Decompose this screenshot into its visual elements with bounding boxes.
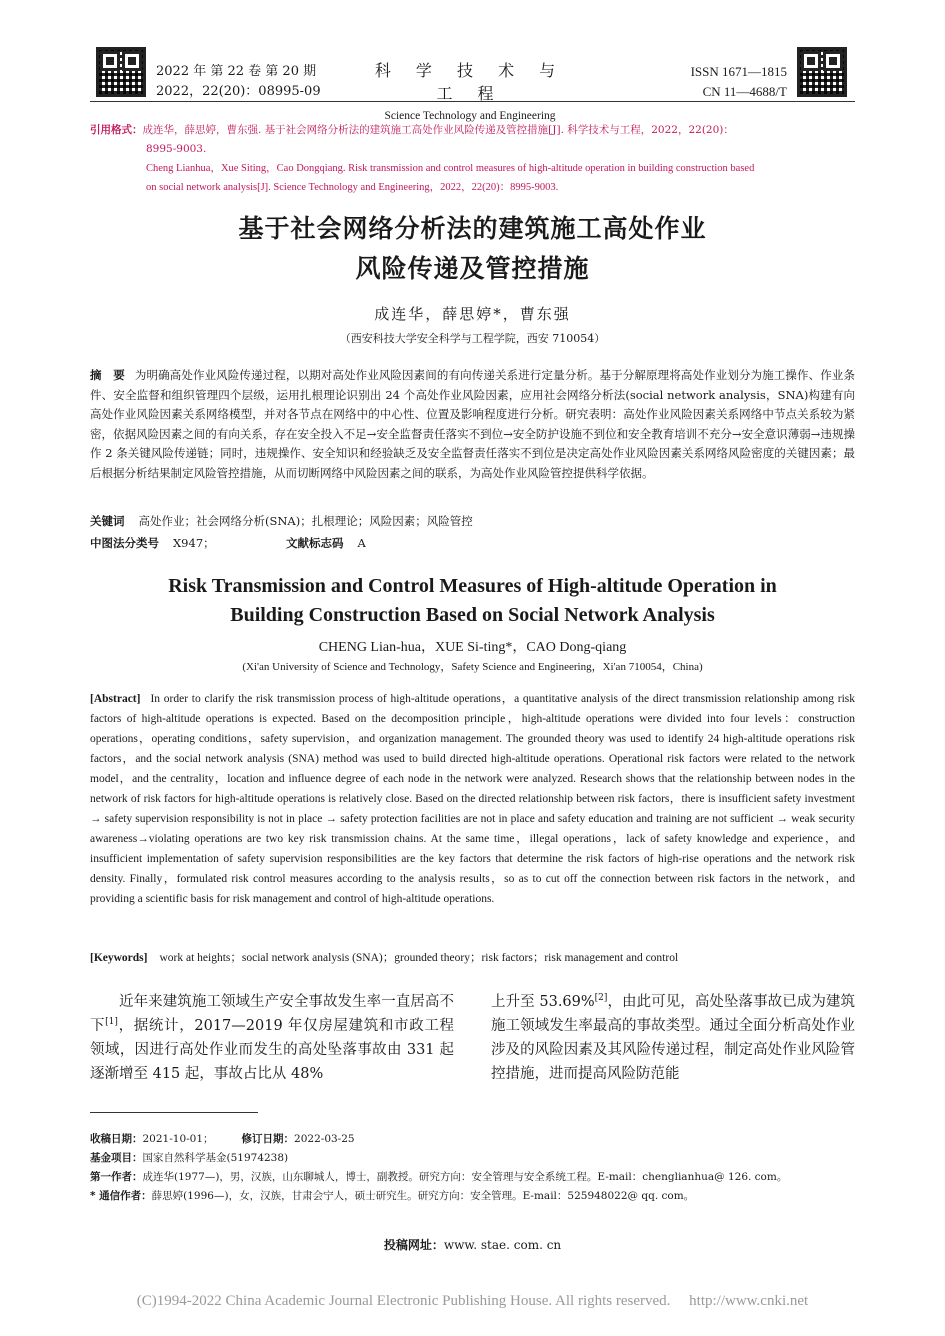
keywords-text: 高处作业；社会网络分析(SNA)；扎根理论；风险因素；风险管控 bbox=[138, 514, 473, 528]
abstract-label: [Abstract] bbox=[90, 693, 141, 705]
title-line: 基于社会网络分析法的建筑施工高处作业 bbox=[238, 214, 707, 243]
abstract-en bbox=[90, 689, 855, 909]
body-text: ，据统计，2017—2019 年仅房屋建筑和市政工程领域，因进行高处作业而发生的高处坠落事故由 331 起逐渐增至 415 起，事故占比从 48% bbox=[90, 1018, 455, 1082]
classification-value: X947； bbox=[173, 536, 215, 550]
paper-title-en bbox=[90, 572, 855, 630]
keywords-en bbox=[90, 948, 855, 968]
keywords-label: 关键词 bbox=[90, 514, 125, 528]
corresponding-author-label: * 通信作者： bbox=[90, 1190, 152, 1202]
footnote-divider bbox=[90, 1112, 258, 1113]
affiliation-cn: （西安科技大学安全科学与工程学院，西安 710054） bbox=[339, 332, 606, 345]
abstract-text: 为明确高处作业风险传递过程，以期对高处作业风险因素间的有向传递关系进行定量分析。基于分解原理将高处作业划分为施工操作、作业条件、安全监督和组织管理四个层级，运用扎根理论识别出 24 个高处作业风险因素，应用社会网络分析法(social network analysis，SNA)构建有向高处作业风险因素关系网络模型，并对各节点在网络中的中心性、位置及影响程度进行分析。研究表明：高处作业风险因素关系网络中节点关系较为紧密，依据风险因素之间的有向关系，存在安全投入不足→安全监督责任落实不到位→安全防护设施不到位和安全教育培训不充分→安全意识薄弱→违规操作 2 条关键风险传递链；同时，违规操作、安全知识和经验缺乏及安全监督责任落实不到位是决定高处作业风险因素关系网络风险密度的关键因素；最后根据分析结果制定风险管控措施，从而切断网络中风险因素之间的联系，为高处作业风险管控提供科学依据。 bbox=[90, 368, 856, 480]
body-column-left bbox=[90, 990, 454, 1086]
fund-text: 国家自然科学基金(51974238) bbox=[142, 1152, 289, 1164]
citation-block bbox=[90, 121, 855, 197]
abstract-cn bbox=[90, 366, 855, 483]
revised-label: 修订日期： bbox=[241, 1133, 295, 1145]
journal-name-en: Science Technology and Engineering bbox=[384, 110, 556, 122]
first-author-row bbox=[90, 1168, 855, 1187]
fund-label: 基金项目： bbox=[90, 1152, 143, 1164]
first-author-label: 第一作者： bbox=[90, 1171, 143, 1183]
doc-code-value: A bbox=[357, 536, 366, 550]
corresponding-author-row bbox=[90, 1187, 855, 1206]
authors-cn: 成连华，薛思婷*，曹东强 bbox=[374, 305, 571, 323]
paper-title-cn bbox=[90, 209, 855, 289]
title-line: Building Construction Based on Social Network Analysis bbox=[230, 604, 715, 626]
citation-en-cont: on social network analysis[J]. Science Technology and Engineering，2022，22(20)：8995-9003. bbox=[146, 182, 559, 193]
body-column-right bbox=[491, 990, 855, 1086]
authors-en: CHENG Lian-hua，XUE Si-ting*，CAO Dong-qiang bbox=[318, 640, 627, 655]
abstract-text: In order to clarify the risk transmission process of high-altitude operations，a quantitative analysis of the direct transmission relationship among risk factors of high-altitude operations is expected. Based on the decomposition principle，high-altitude operations were divided into four levels：construction operations，operating conditions，safety supervision，and organization management. The grounded theory was used to identify 24 high-altitude operations risk factors，and the social network analysis (SNA) method was used to build directed high-altitude operations. Operational risk factors were related to the network model，and the centrality，location and influence degree of each node in the network were analyzed. Research shows that the relationship between nodes in the network of risk factors for high-altitude operations is relatively close. Based on the directed relationship between risk factors，there is insufficient safety investment → safety supervision responsibility is not in place → safety protection facilities are not in place and safety education and training are not sufficient → weak security awareness→violating operations are two key risk transmission chains. At the same time，illegal operations，lack of safety knowledge and experience，and insufficient implementation of safety supervision responsibilities are the key factors that determine the risk factors of high-rise operations and the network risk density. Finally，formulated risk control measures according to the analysis results，so as to cut off the connection between risk factors in the network，and providing a scientific basis for risk management and control of high-altitude operations. bbox=[90, 693, 855, 905]
qr-code-icon bbox=[797, 47, 847, 97]
issue-line: 2022 年 第 22 卷 第 20 期 bbox=[156, 64, 317, 79]
body-text: 近年来建筑施工领域生产安全事故发生率一直居高不下 bbox=[90, 994, 454, 1034]
citation-label: 引用格式： bbox=[90, 124, 143, 136]
received-date: 2021-10-01； bbox=[142, 1133, 214, 1145]
title-line: 风险传递及管控措施 bbox=[355, 254, 590, 283]
body-text: 上升至 53.69% bbox=[491, 994, 595, 1010]
issue-info bbox=[156, 62, 321, 102]
body-text: ，由此可见，高处坠落事故已成为建筑施工领域发生率最高的事故类型。通过全面分析高处作业涉及的风险因素及其风险传递过程，制定高处作业风险管控措施，进而提高风险防范能 bbox=[491, 994, 855, 1082]
journal-name bbox=[360, 58, 580, 122]
title-line: Risk Transmission and Control Measures of High-altitude Operation in bbox=[168, 575, 777, 597]
cn-number: CN 11—4688/T bbox=[702, 84, 787, 99]
issn: ISSN 1671—1815 bbox=[690, 64, 787, 79]
abstract-label: 摘 要 bbox=[90, 368, 125, 382]
revised-date: 2022-03-25 bbox=[294, 1133, 355, 1145]
affiliation-en: (Xi'an University of Science and Technology，Safety Science and Engineering，Xi'an 710054，China) bbox=[242, 661, 703, 673]
citation-cn: 成连华，薛思婷，曹东强. 基于社会网络分析法的建筑施工高处作业风险传递及管控措施[J]. 科学技术与工程，2022，22(20)： bbox=[142, 124, 734, 136]
qr-code-icon bbox=[96, 47, 146, 97]
first-author-text: 成连华(1977—)，男，汉族，山东聊城人，博士，副教授。研究方向：安全管理与安全系统工程。E-mail：chenglianhua@ 126. com。 bbox=[142, 1171, 788, 1183]
submission-site-url[interactable]: www. stae. com. cn bbox=[443, 1238, 562, 1252]
classification bbox=[90, 534, 855, 553]
keywords-cn bbox=[90, 512, 855, 531]
journal-name-cn: 科 学 技 术 与 工 程 bbox=[374, 61, 566, 103]
keywords-text: work at heights；social network analysis (SNA)；grounded theory；risk factors；risk management and control bbox=[159, 952, 679, 964]
submission-site-label: 投稿网址： bbox=[383, 1238, 444, 1252]
citation-en: Cheng Lianhua，Xue Siting，Cao Dongqiang. Risk transmission and control measures of high-altitude operation in building construction based bbox=[146, 163, 755, 174]
citation-cn-cont: 8995-9003. bbox=[146, 143, 207, 155]
header-divider bbox=[90, 101, 855, 102]
reference-mark[interactable]: [1] bbox=[105, 1017, 118, 1028]
footnotes bbox=[90, 1130, 855, 1206]
journal-codes bbox=[691, 62, 787, 102]
copyright-watermark: (C)1994-2022 China Academic Journal Electronic Publishing House. All rights reserved. http://www.cnki.net bbox=[136, 1293, 809, 1309]
keywords-label: [Keywords] bbox=[90, 952, 148, 964]
fund-row bbox=[90, 1149, 855, 1168]
doc-code-label: 文献标志码 bbox=[286, 536, 344, 550]
received-label: 收稿日期： bbox=[90, 1133, 143, 1145]
submission-site bbox=[90, 1236, 855, 1253]
issue-line: 2022，22(20)：08995-09 bbox=[156, 84, 321, 99]
corresponding-author-text: 薛思婷(1996—)，女，汉族，甘肃会宁人，硕士研究生。研究方向：安全管理。E-mail：525948022@ qq. com。 bbox=[151, 1190, 695, 1202]
reference-mark[interactable]: [2] bbox=[594, 993, 608, 1004]
dates-row bbox=[90, 1130, 855, 1149]
classification-label: 中图法分类号 bbox=[90, 536, 159, 550]
